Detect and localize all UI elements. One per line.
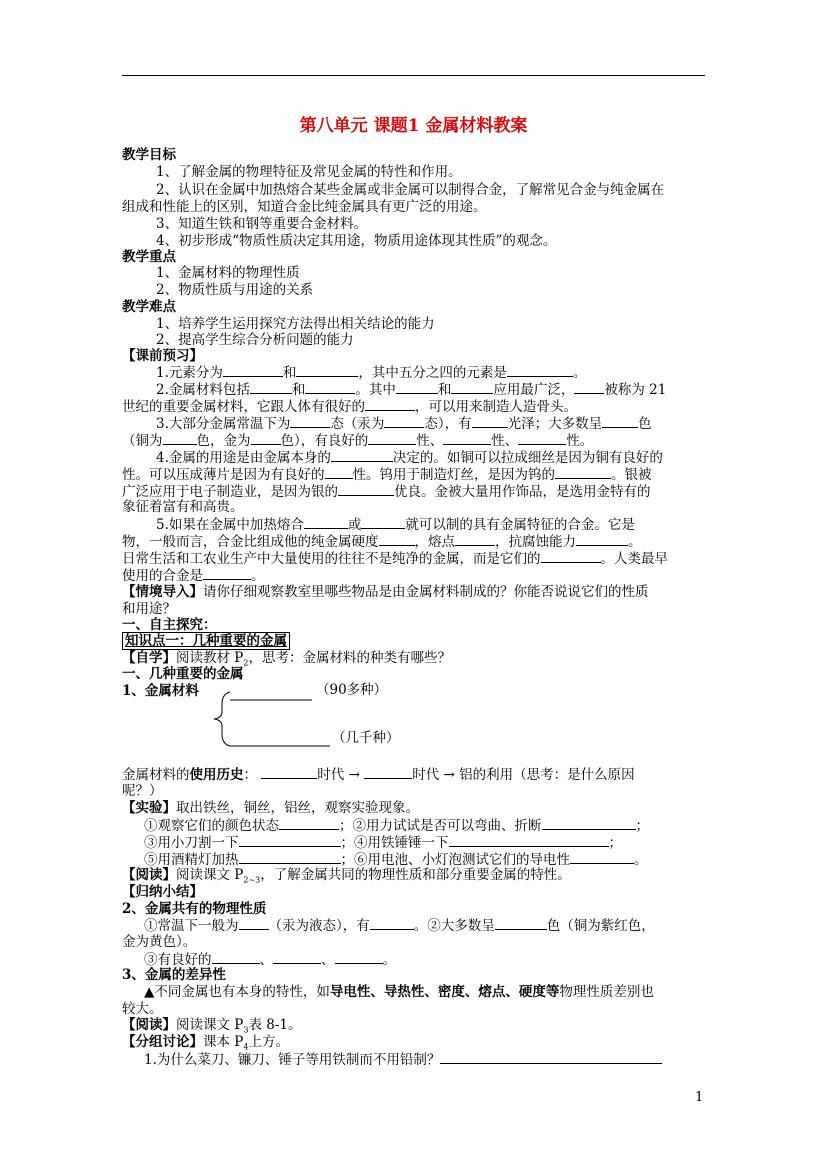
experiment-row: ③用小刀割一下 ；④用铁锤锤一下 ； xyxy=(144,835,622,851)
experiment-row: ⑤用酒精灯加热 ；⑥用电池、小灯泡测试它们的导电性 。 xyxy=(144,852,648,868)
goal-item: 3、知道生铁和钢等重要合金材料。 xyxy=(156,216,368,232)
key-heading: 教学重点 xyxy=(122,249,176,265)
experiment-line: 【实验】取出铁丝，铜丝，铝丝，观察实验现象。 xyxy=(122,800,419,816)
difficulty-heading: 教学难点 xyxy=(122,299,176,315)
history-line: 金属材料的使用历史： 时代 → 时代 → 铝的利用（思考：是什么原因 xyxy=(122,767,635,783)
materials-branch-1: （90多种） xyxy=(316,682,388,698)
preview-q4-cont2: 广泛应用于电子制造业，是因为银的 优良。金被大量用作饰品，是选用金特有的 xyxy=(122,484,651,500)
summary-heading: 【归纳小结】 xyxy=(122,884,203,900)
materials-branch-2: （几千种） xyxy=(332,730,400,746)
preview-q3-cont: （铜为 色，金为 色），有良好的 性、 性、 性。 xyxy=(122,433,594,449)
goal-item: 2、认识在金属中加热熔合某些金属或非金属可以制得合金，了解常见合金与纯金属在 xyxy=(156,182,665,198)
experiment-row: ①观察它们的颜色状态 ；②用力试试是否可以弯曲、折断 ； xyxy=(144,818,649,834)
preview-q4-cont: 性。可以压成薄片是因为有良好的 性。钨用于制造灯丝，是因为钨的 。银被 xyxy=(122,467,652,483)
common-line-3: ③有良好的 、 、 。 xyxy=(144,952,396,968)
common-line-2: 金为黄色）。 xyxy=(122,934,197,950)
common-line-1: ①常温下一般为 （汞为液态），有 。②大多数呈 色（铜为紫红色， xyxy=(144,918,655,934)
reading-1-line: 【阅读】阅读课文 $P_{2\sim 3}$，了解金属共同的物理性质和部分重要金属的特性。 xyxy=(122,867,571,885)
intro-line2: 和用途？ xyxy=(122,601,176,617)
goal-item: 组成和性能上的区别，知道合金比纯金属具有更广泛的用途。 xyxy=(122,199,487,215)
intro-line: 【情境导入】请你仔细观察教室里哪些物品是由金属材料制成的？你能否说说它们的性质 xyxy=(122,584,649,600)
diff-line-1: ▲不同金属也有本身的特性，如导电性、导热性、密度、熔点、硬度等物理性质差别也 xyxy=(144,984,654,1000)
page-title: 第八单元 课题1 金属材料教案 xyxy=(299,116,528,136)
diff-heading: 3、金属的差异性 xyxy=(122,967,226,983)
group-question-1: 1.为什么菜刀、镰刀、锤子等用铁制而不用铅制？ xyxy=(144,1051,662,1069)
preview-heading: 【课前预习】 xyxy=(122,348,203,364)
preview-q5-cont: 物，一般而言，合金比组成他的纯金属硬度 ，熔点 ，抗腐蚀能力 。 xyxy=(122,534,642,550)
reading-2-line: 【阅读】阅读课文 $P_3$表 8-1。 xyxy=(122,1017,302,1035)
preview-q4: 4.金属的用途是由金属本身的 决定的。如铜可以拉成细丝是因为铜有良好的 xyxy=(156,450,663,466)
key-item: 2、物质性质与用途的关系 xyxy=(156,282,314,298)
knowledge-point-1: 知识点一：几种重要的金属 xyxy=(122,633,290,650)
goals-heading: 教学目标 xyxy=(122,147,176,163)
preview-q5-cont2: 日常生活和工农业生产中大量使用的往往不是纯净的金属，而是它们的 。人类最早 xyxy=(122,551,668,567)
preview-q2: 2.金属材料包括 和 。其中 和 应用最广泛， 被称为 21 xyxy=(156,382,667,398)
preview-q5-cont3: 使用的合金是 。 xyxy=(122,568,265,584)
difficulty-item: 1、培养学生运用探究方法得出相关结论的能力 xyxy=(156,316,435,332)
preview-q2-cont: 世纪的重要金属材料，它跟人体有很好的 ，可以用来制造人造骨头。 xyxy=(122,399,577,415)
common-heading: 2、金属共有的物理性质 xyxy=(122,901,267,917)
key-item: 1、金属材料的物理性质 xyxy=(156,265,300,281)
preview-q5: 5.如果在金属中加热熔合 或 就可以制的具有金属特征的合金。它是 xyxy=(156,517,635,533)
explore-heading: 一、自主探究： xyxy=(122,617,217,633)
header-rule xyxy=(122,75,705,76)
materials-heading: 1、金属材料 xyxy=(122,683,199,699)
difficulty-item: 2、提高学生综合分析问题的能力 xyxy=(156,332,354,348)
preview-q1: 1.元素分为 和 ，其中五分之四的元素是 。 xyxy=(156,365,587,381)
history-line2: 呢？） xyxy=(122,783,163,799)
diff-line-2: 较大。 xyxy=(122,1001,163,1017)
preview-q4-cont3: 象征着富有和高贵。 xyxy=(122,499,244,515)
selfstudy-line: 【自学】阅读教材 $P_2$，思考：金属材料的种类有哪些？ xyxy=(122,650,451,668)
page-number: 1 xyxy=(695,1090,704,1105)
preview-q3: 3.大部分金属常温下为 态（汞为 态），有 光泽；大多数呈 色 xyxy=(156,416,652,432)
goal-item: 1、了解金属的物理特征及常见金属的特性和作用。 xyxy=(156,164,462,180)
section-1-heading: 一、几种重要的金属 xyxy=(122,666,244,682)
goal-item: 4、初步形成“物质性质决定其用途，物质用途体现其性质”的观念。 xyxy=(156,233,557,249)
group-line: 【分组讨论】课本 $P_4$上方。 xyxy=(122,1034,289,1052)
